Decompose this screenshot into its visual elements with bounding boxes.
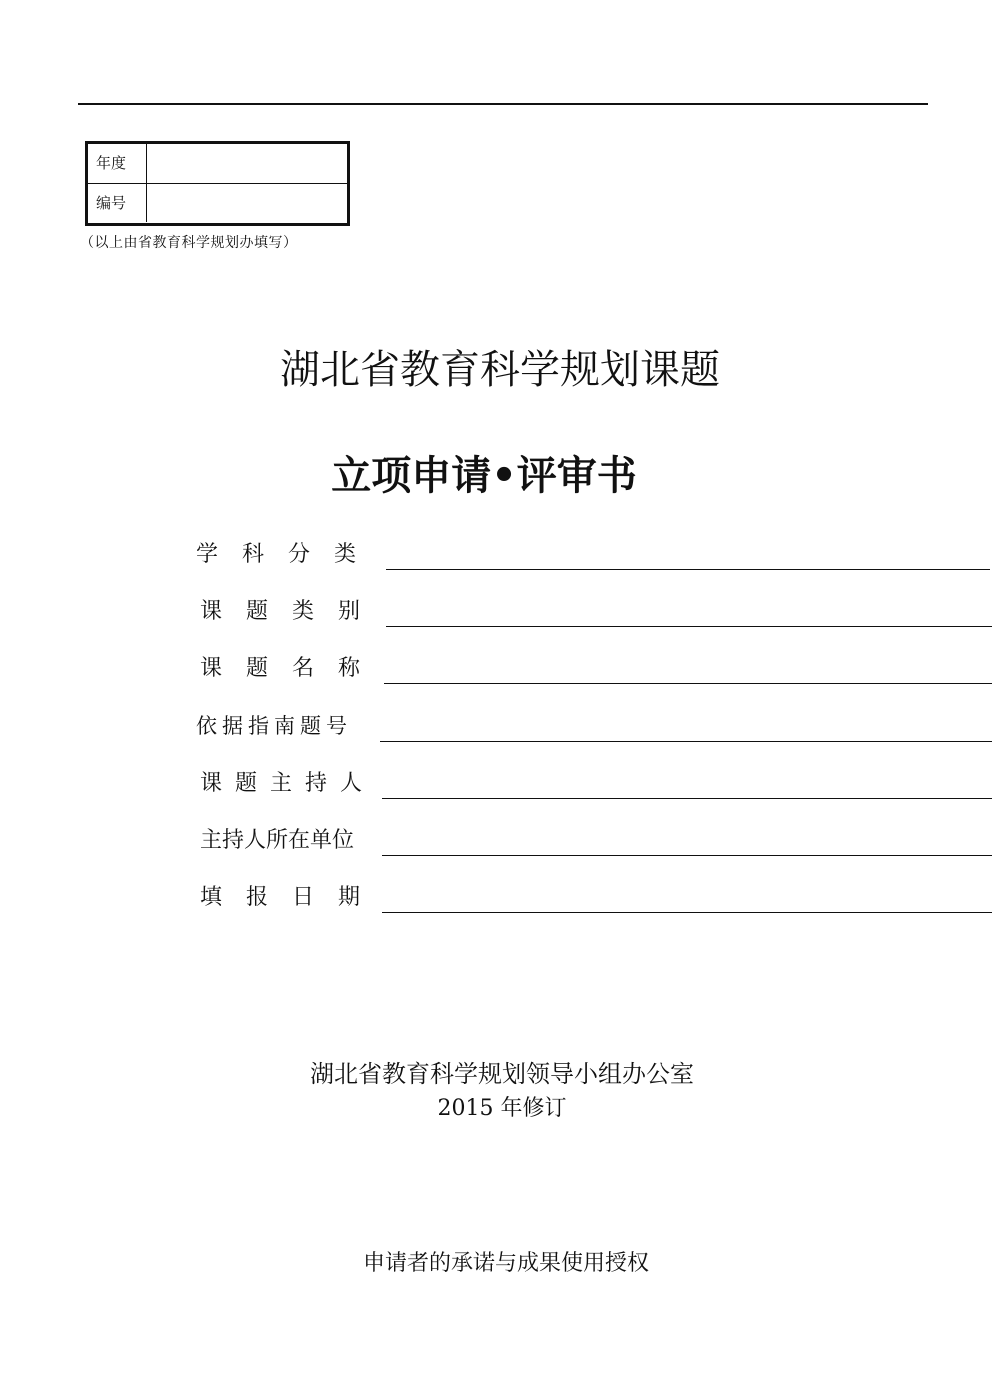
admin-row-year [88,144,347,184]
admin-row-number [88,184,347,222]
field-blank[interactable] [382,855,992,856]
document-subtitle: 立项申请•评审书 [331,453,637,499]
field-label: 依据指南题号 [196,714,352,738]
field-label: 课 题 名 称 [200,656,362,681]
field-blank[interactable] [384,683,992,684]
year-field[interactable] [148,144,347,183]
number-field[interactable] [148,184,347,222]
field-blank[interactable] [380,741,992,742]
field-blank[interactable] [382,798,992,799]
field-label: 学 科 分 类 [196,542,358,567]
header-rule [78,103,928,105]
year-label: 年度 [88,144,147,183]
field-blank[interactable] [386,569,990,570]
field-label: 填 报 日 期 [200,885,362,910]
document-title: 湖北省教育科学规划课题 [280,347,720,393]
commitment-heading: 申请者的承诺与成果使用授权 [362,1251,649,1276]
admin-note: （以上由省教育科学规划办填写） [80,235,298,251]
field-label: 课 题 类 别 [200,599,362,624]
field-label: 主持人所在单位 [200,828,355,853]
field-label: 课 题 主 持 人 [200,771,365,796]
issuing-office: 湖北省教育科学规划领导小组办公室 [310,1060,694,1088]
field-blank[interactable] [382,912,992,913]
revision-note: 2015 年修订 [437,1096,567,1121]
admin-fill-table [85,141,350,226]
field-blank[interactable] [386,626,992,627]
number-label: 编号 [88,184,147,222]
